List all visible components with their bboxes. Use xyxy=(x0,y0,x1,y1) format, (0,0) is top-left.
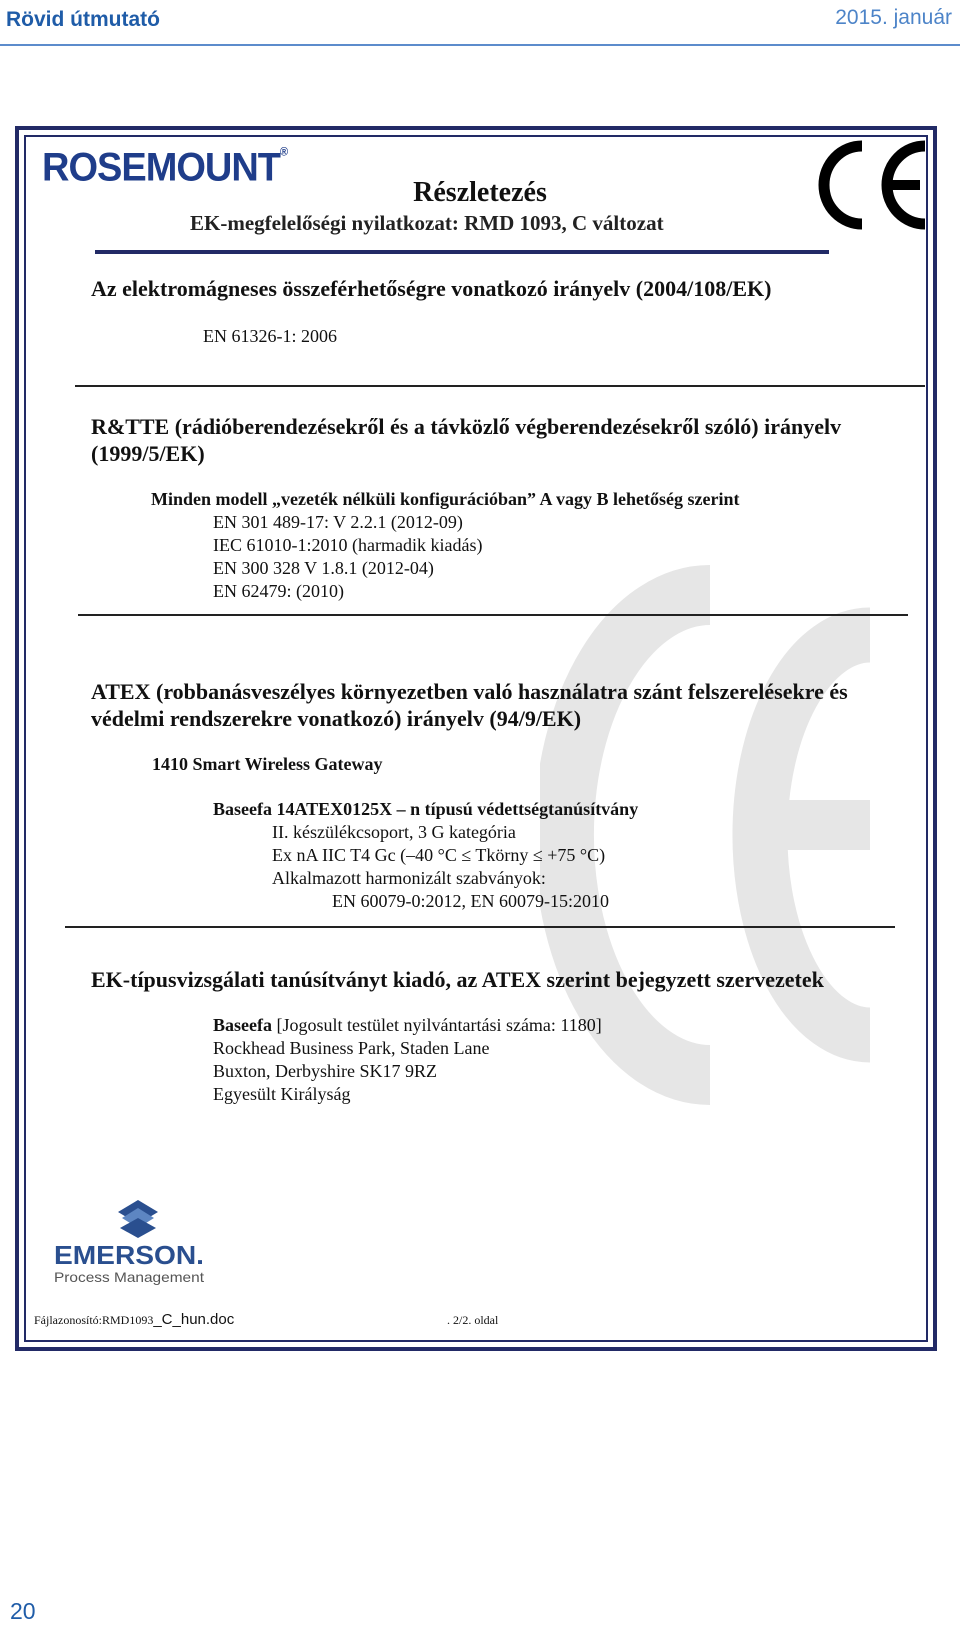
document-title: Részletezés xyxy=(413,177,547,208)
atex-marking: Ex nA IIC T4 Gc (–40 °C ≤ Tkörny ≤ +75 °C) xyxy=(272,845,606,865)
rtte-standard: EN 62479: (2010) xyxy=(213,581,344,601)
page-number: 20 xyxy=(10,1598,36,1624)
notified-body-name: Baseefa xyxy=(213,1015,272,1035)
section-divider xyxy=(78,614,908,616)
emerson-tagline: Process Management xyxy=(54,1269,205,1285)
atex-heading-line2: védelmi rendszerekre vonatkozó) irányelv (94/9/EK) xyxy=(91,706,582,731)
document-subtitle: EK-megfelelőségi nyilatkozat: RMD 1093, C változat xyxy=(190,211,664,235)
rosemount-logo: ROSEMOUNT® xyxy=(42,145,288,191)
emc-standard: EN 61326-1: 2006 xyxy=(203,326,337,346)
header-right: 2015. január xyxy=(835,6,952,29)
header-left: Rövid útmutató xyxy=(6,8,160,31)
footer-page: . 2/2. oldal xyxy=(447,1313,499,1327)
rtte-standard: EN 301 489-17: V 2.2.1 (2012-09) xyxy=(213,512,463,532)
section-divider xyxy=(75,385,925,387)
footer-file-label: Fájlazonosító:RMD1093 xyxy=(34,1313,154,1327)
notified-body-address: Rockhead Business Park, Staden Lane xyxy=(213,1038,490,1058)
atex-standards: EN 60079-0:2012, EN 60079-15:2010 xyxy=(332,891,609,911)
rtte-standard: IEC 61010-1:2010 (harmadik kiadás) xyxy=(213,535,483,555)
section-divider xyxy=(65,926,895,928)
title-rule xyxy=(95,250,829,254)
footer-file-id xyxy=(34,1311,234,1328)
notified-body-registration: [Jogosult testület nyilvántartási száma: 1180] xyxy=(271,1015,602,1035)
atex-certificate: Baseefa 14ATEX0125X – n típusú védettségtanúsítvány xyxy=(213,799,639,819)
emerson-emblem-icon xyxy=(118,1200,158,1238)
atex-heading-line1: ATEX (robbanásveszélyes környezetben való használatra szánt felszerelésekre és xyxy=(91,679,848,704)
emerson-logo xyxy=(50,1198,225,1288)
notified-body-country: Egyesült Királyság xyxy=(213,1084,351,1104)
atex-product: 1410 Smart Wireless Gateway xyxy=(152,754,383,774)
notified-body-address: Buxton, Derbyshire SK17 9RZ xyxy=(213,1061,437,1081)
notified-body-heading: EK-típusvizsgálati tanúsítványt kiadó, az ATEX szerint bejegyzett szervezetek xyxy=(91,967,824,992)
header-rule xyxy=(0,44,960,46)
rtte-heading-line2: (1999/5/EK) xyxy=(91,441,205,466)
notified-body-name-line xyxy=(213,1015,602,1036)
atex-group: II. készülékcsoport, 3 G kategória xyxy=(272,822,516,842)
emerson-wordmark: EMERSON. xyxy=(54,1240,204,1270)
rtte-subheading: Minden modell „vezeték nélküli konfigurációban” A vagy B lehetőség szerint xyxy=(151,489,740,509)
atex-standards-label: Alkalmazott harmonizált szabványok: xyxy=(272,868,546,888)
rtte-heading-line1: R&TTE (rádióberendezésekről és a távközlő végberendezésekről szóló) irányelv xyxy=(91,414,842,439)
emc-heading: Az elektromágneses összeférhetőségre vonatkozó irányelv (2004/108/EK) xyxy=(91,276,772,301)
rtte-standard: EN 300 328 V 1.8.1 (2012-04) xyxy=(213,558,434,578)
footer-file-suffix: _C_hun.doc xyxy=(153,1311,235,1328)
